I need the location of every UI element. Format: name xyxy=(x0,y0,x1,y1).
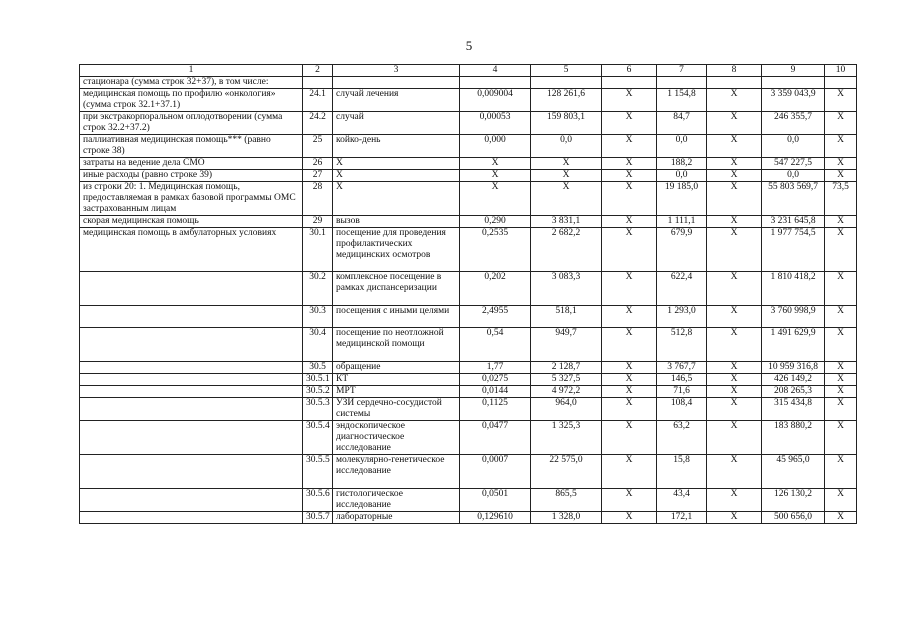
column-header-4: 4 xyxy=(460,65,531,77)
table-cell: X xyxy=(707,216,762,228)
table-cell: 679,9 xyxy=(657,228,707,272)
table-cell: КТ xyxy=(333,374,460,386)
table-row xyxy=(80,182,857,216)
column-header-6: 6 xyxy=(602,65,657,77)
table-cell: 30.5.2 xyxy=(303,386,333,398)
table-cell: посещения с иными целями xyxy=(333,306,460,328)
table-row xyxy=(80,135,857,158)
table-cell: 71,6 xyxy=(657,386,707,398)
table-cell: 30.5 xyxy=(303,362,333,374)
table-cell: 0,0 xyxy=(531,135,602,158)
table-cell: X xyxy=(707,272,762,306)
table-cell: X xyxy=(707,489,762,512)
table-cell: 0,0 xyxy=(657,170,707,182)
table-cell: 30.3 xyxy=(303,306,333,328)
table-cell: 183 880,2 xyxy=(762,421,825,455)
table-row xyxy=(80,362,857,374)
table-cell: 5 327,5 xyxy=(531,374,602,386)
table-row xyxy=(80,112,857,135)
table-cell: 0,0477 xyxy=(460,421,531,455)
table-cell xyxy=(80,489,303,512)
table-cell: X xyxy=(825,89,857,112)
table-cell xyxy=(80,362,303,374)
table-row xyxy=(80,386,857,398)
table-cell: X xyxy=(707,455,762,489)
table-cell: X xyxy=(531,158,602,170)
table-cell: 512,8 xyxy=(657,328,707,362)
table-cell xyxy=(657,77,707,89)
table-cell xyxy=(762,77,825,89)
table-cell: 19 185,0 xyxy=(657,182,707,216)
column-header-5: 5 xyxy=(531,65,602,77)
table-cell xyxy=(80,272,303,306)
table-row xyxy=(80,512,857,524)
table-cell: X xyxy=(707,512,762,524)
table-cell: X xyxy=(602,272,657,306)
table-cell: 1 154,8 xyxy=(657,89,707,112)
table-body xyxy=(80,77,857,524)
table-cell: 500 656,0 xyxy=(762,512,825,524)
table-cell: X xyxy=(333,158,460,170)
table-cell: X xyxy=(707,398,762,421)
table-cell: 30.1 xyxy=(303,228,333,272)
table-cell: случай лечения xyxy=(333,89,460,112)
table-cell: 0,009004 xyxy=(460,89,531,112)
table-cell: 27 xyxy=(303,170,333,182)
table-cell xyxy=(80,455,303,489)
table-cell: 1 293,0 xyxy=(657,306,707,328)
table-cell: X xyxy=(602,306,657,328)
table-cell: 1 111,1 xyxy=(657,216,707,228)
table-cell xyxy=(80,306,303,328)
table-cell: X xyxy=(602,512,657,524)
table-cell: X xyxy=(825,228,857,272)
table-cell: 30.4 xyxy=(303,328,333,362)
table-row xyxy=(80,216,857,228)
table-cell: 30.5.3 xyxy=(303,398,333,421)
table-cell: лабораторные xyxy=(333,512,460,524)
table-cell: 0,0501 xyxy=(460,489,531,512)
table-cell xyxy=(80,328,303,362)
table-cell: эндоскопическое диагностическое исследование xyxy=(333,421,460,455)
table-cell: X xyxy=(825,272,857,306)
table-cell: X xyxy=(531,182,602,216)
table-row xyxy=(80,421,857,455)
table-cell: X xyxy=(825,328,857,362)
table-cell: 1 977 754,5 xyxy=(762,228,825,272)
table-row xyxy=(80,77,857,89)
table-row xyxy=(80,489,857,512)
table-cell xyxy=(707,77,762,89)
table-cell: гистологическое исследование xyxy=(333,489,460,512)
table-cell: X xyxy=(707,158,762,170)
table-cell: 315 434,8 xyxy=(762,398,825,421)
table-cell: X xyxy=(707,374,762,386)
table-cell xyxy=(531,77,602,89)
table-cell xyxy=(602,77,657,89)
table-cell: 30.2 xyxy=(303,272,333,306)
table-cell: X xyxy=(602,228,657,272)
table-cell: 0,0275 xyxy=(460,374,531,386)
table-cell: X xyxy=(707,135,762,158)
table-cell: 208 265,3 xyxy=(762,386,825,398)
table-cell: X xyxy=(707,362,762,374)
column-header-10: 10 xyxy=(825,65,857,77)
table-cell: X xyxy=(825,398,857,421)
table-cell: X xyxy=(531,170,602,182)
table-cell: 126 130,2 xyxy=(762,489,825,512)
table-cell: 22 575,0 xyxy=(531,455,602,489)
table-cell: 547 227,5 xyxy=(762,158,825,170)
table-cell: 45 965,0 xyxy=(762,455,825,489)
table-cell: 1,77 xyxy=(460,362,531,374)
table-cell: X xyxy=(602,112,657,135)
table-cell: иные расходы (равно строке 39) xyxy=(80,170,303,182)
table-row xyxy=(80,170,857,182)
table-cell: 146,5 xyxy=(657,374,707,386)
column-header-1: 1 xyxy=(80,65,303,77)
table-cell: 3 083,3 xyxy=(531,272,602,306)
table-cell: 246 355,7 xyxy=(762,112,825,135)
table-cell: при экстракорпоральном оплодотворении (сумма строк 32.2+37.2) xyxy=(80,112,303,135)
table-cell: 0,0 xyxy=(657,135,707,158)
table-cell: стационара (сумма строк 32+37), в том числе: xyxy=(80,77,303,89)
table-cell xyxy=(80,374,303,386)
table-cell: X xyxy=(707,170,762,182)
table-cell: 188,2 xyxy=(657,158,707,170)
table-cell: 26 xyxy=(303,158,333,170)
table-cell: 1 328,0 xyxy=(531,512,602,524)
table-cell: 28 xyxy=(303,182,333,216)
table-cell: X xyxy=(825,455,857,489)
table-cell: 73,5 xyxy=(825,182,857,216)
table-cell: 4 972,2 xyxy=(531,386,602,398)
table-cell: 0,000 xyxy=(460,135,531,158)
table-cell: комплексное посещение в рамках диспансеризации xyxy=(333,272,460,306)
table-cell: 29 xyxy=(303,216,333,228)
table-cell: X xyxy=(460,170,531,182)
table-cell: 622,4 xyxy=(657,272,707,306)
table-cell: X xyxy=(825,112,857,135)
table-cell: X xyxy=(825,170,857,182)
table-cell: 426 149,2 xyxy=(762,374,825,386)
table-cell: медицинская помощь в амбулаторных условиях xyxy=(80,228,303,272)
column-header-9: 9 xyxy=(762,65,825,77)
table-cell: X xyxy=(825,158,857,170)
table-cell: X xyxy=(825,512,857,524)
table-cell: X xyxy=(707,421,762,455)
page-number: 5 xyxy=(465,38,473,53)
column-header-8: 8 xyxy=(707,65,762,77)
table-cell: 2,4955 xyxy=(460,306,531,328)
table-cell: 30.5.7 xyxy=(303,512,333,524)
table-cell: 84,7 xyxy=(657,112,707,135)
table-cell: 3 767,7 xyxy=(657,362,707,374)
table-cell: вызов xyxy=(333,216,460,228)
table-cell: медицинская помощь по профилю «онкология» (сумма строк 32.1+37.1) xyxy=(80,89,303,112)
table-cell: X xyxy=(825,421,857,455)
table-cell: затраты на ведение дела СМО xyxy=(80,158,303,170)
table-cell xyxy=(80,398,303,421)
table-cell: X xyxy=(602,158,657,170)
table-cell: УЗИ сердечно-сосудистой системы xyxy=(333,398,460,421)
table-cell: молекулярно-генетическое исследование xyxy=(333,455,460,489)
table-cell: X xyxy=(602,89,657,112)
table-cell: X xyxy=(602,489,657,512)
table-cell: X xyxy=(825,306,857,328)
table-cell: X xyxy=(825,374,857,386)
table-cell: X xyxy=(825,362,857,374)
table-cell: скорая медицинская помощь xyxy=(80,216,303,228)
table-cell: 0,290 xyxy=(460,216,531,228)
table-cell: X xyxy=(707,182,762,216)
table-cell xyxy=(825,77,857,89)
table-row xyxy=(80,228,857,272)
table-cell: 15,8 xyxy=(657,455,707,489)
table-cell: 964,0 xyxy=(531,398,602,421)
table-cell: X xyxy=(825,489,857,512)
table-cell xyxy=(333,77,460,89)
table-cell: 55 803 569,7 xyxy=(762,182,825,216)
table-cell: 3 831,1 xyxy=(531,216,602,228)
table-cell: 0,0007 xyxy=(460,455,531,489)
table-cell: 0,1125 xyxy=(460,398,531,421)
table-cell: 3 231 645,8 xyxy=(762,216,825,228)
table-cell: койко-день xyxy=(333,135,460,158)
table-cell: 159 803,1 xyxy=(531,112,602,135)
table-cell: X xyxy=(602,374,657,386)
table-cell: X xyxy=(602,135,657,158)
table-cell: обращение xyxy=(333,362,460,374)
table-cell: 43,4 xyxy=(657,489,707,512)
table-cell: X xyxy=(460,182,531,216)
table-cell: посещение для проведения профилактических медицинских осмотров xyxy=(333,228,460,272)
table-cell xyxy=(460,77,531,89)
table-cell: 1 325,3 xyxy=(531,421,602,455)
table-cell: паллиативная медицинская помощь*** (равно строке 38) xyxy=(80,135,303,158)
table-row xyxy=(80,398,857,421)
table-cell: X xyxy=(707,228,762,272)
table-cell: 0,129610 xyxy=(460,512,531,524)
table-cell: X xyxy=(602,398,657,421)
table-cell: X xyxy=(825,135,857,158)
table-cell xyxy=(80,512,303,524)
table-cell: 3 359 043,9 xyxy=(762,89,825,112)
table-cell: 2 682,2 xyxy=(531,228,602,272)
table-cell: X xyxy=(602,362,657,374)
table-cell: 24.2 xyxy=(303,112,333,135)
table-cell: случай xyxy=(333,112,460,135)
table-cell: 0,0144 xyxy=(460,386,531,398)
table-cell: 0,202 xyxy=(460,272,531,306)
table-row xyxy=(80,455,857,489)
table-cell: МРТ xyxy=(333,386,460,398)
table-cell: X xyxy=(602,170,657,182)
table-cell: 108,4 xyxy=(657,398,707,421)
table-header-row xyxy=(80,65,857,77)
table-cell: 0,54 xyxy=(460,328,531,362)
table-cell: 865,5 xyxy=(531,489,602,512)
table-cell xyxy=(80,421,303,455)
table-cell: X xyxy=(707,386,762,398)
table-cell: X xyxy=(602,421,657,455)
table-cell xyxy=(80,386,303,398)
table-cell: X xyxy=(333,170,460,182)
table-cell: X xyxy=(825,216,857,228)
table-cell: 172,1 xyxy=(657,512,707,524)
column-header-3: 3 xyxy=(333,65,460,77)
table-cell: 1 491 629,9 xyxy=(762,328,825,362)
table-row xyxy=(80,306,857,328)
table-cell: 30.5.6 xyxy=(303,489,333,512)
column-header-2: 2 xyxy=(303,65,333,77)
table-cell: 30.5.4 xyxy=(303,421,333,455)
table-cell: 949,7 xyxy=(531,328,602,362)
table-cell: 1 810 418,2 xyxy=(762,272,825,306)
table-cell: 518,1 xyxy=(531,306,602,328)
table-cell: X xyxy=(460,158,531,170)
table-cell: из строки 20: 1. Медицинская помощь, предоставляемая в рамках базовой программы ОМС застрахованным лицам xyxy=(80,182,303,216)
table-cell: 0,0 xyxy=(762,135,825,158)
table-cell: 10 959 316,8 xyxy=(762,362,825,374)
table-cell: X xyxy=(825,386,857,398)
table-row xyxy=(80,89,857,112)
table-cell: X xyxy=(707,306,762,328)
data-table xyxy=(79,64,857,524)
table-cell: X xyxy=(333,182,460,216)
table-cell: X xyxy=(602,182,657,216)
table-row xyxy=(80,374,857,386)
table-cell: X xyxy=(707,89,762,112)
table-cell: 63,2 xyxy=(657,421,707,455)
table-cell: 24.1 xyxy=(303,89,333,112)
table-cell: 0,0 xyxy=(762,170,825,182)
table-cell: 30.5.1 xyxy=(303,374,333,386)
table-cell: X xyxy=(602,216,657,228)
table-row xyxy=(80,328,857,362)
table-cell: 3 760 998,9 xyxy=(762,306,825,328)
table-cell: посещение по неотложной медицинской помощи xyxy=(333,328,460,362)
table-cell: X xyxy=(602,328,657,362)
table-cell: X xyxy=(602,386,657,398)
table-cell: 0,00053 xyxy=(460,112,531,135)
table-cell: 30.5.5 xyxy=(303,455,333,489)
table-cell: X xyxy=(707,328,762,362)
table-cell: 2 128,7 xyxy=(531,362,602,374)
table-cell: 128 261,6 xyxy=(531,89,602,112)
table-cell: 0,2535 xyxy=(460,228,531,272)
table-cell: X xyxy=(602,455,657,489)
column-header-7: 7 xyxy=(657,65,707,77)
table-row xyxy=(80,272,857,306)
table-cell: 25 xyxy=(303,135,333,158)
table-cell xyxy=(303,77,333,89)
table-cell: X xyxy=(707,112,762,135)
table-row xyxy=(80,158,857,170)
